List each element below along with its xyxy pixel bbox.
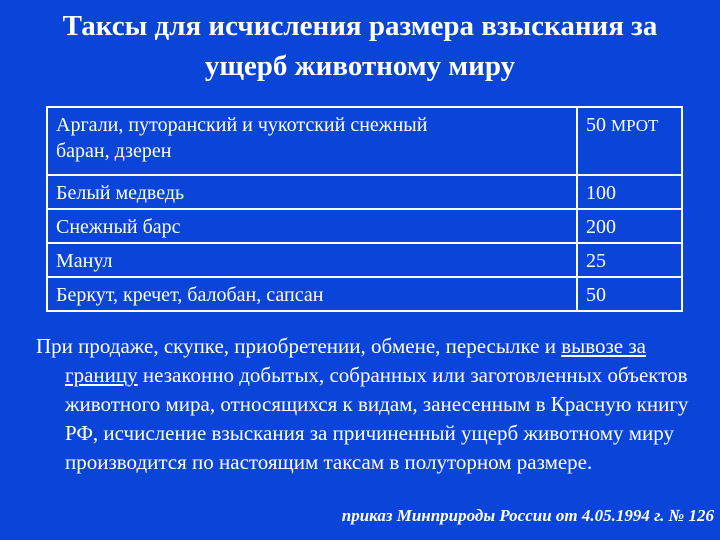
tax-table (46, 106, 683, 312)
table-row (47, 277, 682, 311)
rate-unit: МРОТ (611, 116, 659, 135)
species-cell: Белый медведь (47, 175, 577, 209)
species-name-line-1: Аргали, путоранский и чукотский снежный (56, 114, 428, 136)
body-paragraph (36, 332, 715, 477)
rate-value: 50 (586, 114, 606, 136)
species-name-line-2: баран, дзерен (56, 140, 172, 162)
rate-cell: 25 (577, 243, 682, 277)
paragraph-text-end: незаконно добытых, собранных или заготовленных объектов животного мира, относящихся к видам, занесенным в Красную книгу РФ, исчисление взыскания за причиненный ущерб животному миру производится по настоящим таксам в полуторном размере. (65, 363, 689, 474)
title-line-1: Таксы для исчисления размера взыскания за (62, 10, 658, 42)
table-row (47, 243, 682, 277)
title-line-2: ущерб животному миру (204, 50, 516, 82)
table-row (47, 107, 682, 175)
underlined-phrase: вывозе за границу (65, 334, 646, 387)
table-row (47, 209, 682, 243)
rate-cell (577, 107, 682, 175)
species-cell: Беркут, кречет, балобан, сапсан (47, 277, 577, 311)
rate-cell: 50 (577, 277, 682, 311)
species-cell: Манул (47, 243, 577, 277)
species-cell: Снежный барс (47, 209, 577, 243)
species-cell (47, 107, 577, 175)
rate-cell: 200 (577, 209, 682, 243)
source-citation: приказ Минприроды России от 4.05.1994 г. № 126 (341, 506, 714, 525)
table-row (47, 175, 682, 209)
slide-title (0, 6, 720, 86)
rate-cell: 100 (577, 175, 682, 209)
paragraph-text-start: При продаже, скупке, приобретении, обмене, пересылке и (36, 334, 562, 358)
